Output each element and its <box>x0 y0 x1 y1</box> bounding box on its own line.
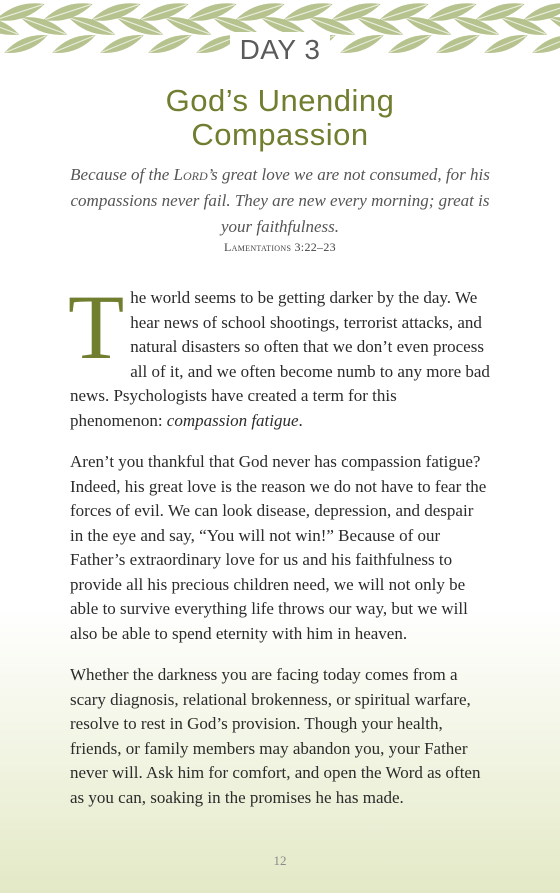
devotional-body <box>68 276 490 827</box>
term-compassion-fatigue: compassion fatigue <box>166 410 299 430</box>
verse-text-start: Because of the <box>70 165 174 184</box>
title-line-2: Compassion <box>191 117 369 152</box>
title-line-1: God’s Unending <box>165 83 395 118</box>
verse-lord: Lord <box>173 165 208 184</box>
day-label: DAY 3 <box>0 34 560 66</box>
drop-cap: T <box>68 276 125 378</box>
page-number: 12 <box>273 853 287 868</box>
paragraph-1: The world seems to be getting darker by the day. We hear news of school shootings, terrorist attacks, and natural disasters so often that we don’t even process all of it, and we often become numb to any more bad news. Psychologists have created a term for this phenomenon: compassion fatigue. <box>68 276 490 430</box>
paragraph-3: Whether the darkness you are facing today comes from a scary diagnosis, relational brokenness, or spiritual warfare, resolve to rest in God’s provision. Though your health, friends, or family members may abandon you, your Father never will. Ask him for comfort, and open the Word as often as you can, soaking in the promises he has made. <box>70 665 481 807</box>
verse-reference: Lamentations 3:22–23 <box>224 240 336 254</box>
paragraph-2: Aren’t you thankful that God never has compassion fatigue? Indeed, his great love is the reason we do not have to fear the forces of evil. We can look disease, depression, and despair in the eye and say, “You will not win!” Because of our Father’s extraordinary love for us and his faithfulness to provide all his precious children need, we will not only be able to survive everything life throws our way, but we will also be able to spend eternity with him in heaven. <box>70 452 487 643</box>
scripture-verse <box>70 162 490 240</box>
verse-text-rest: ’s great love we are not consumed, for his compassions never fail. They are new every morning; great is your faithfulness. <box>70 165 490 236</box>
page-title <box>0 84 560 152</box>
